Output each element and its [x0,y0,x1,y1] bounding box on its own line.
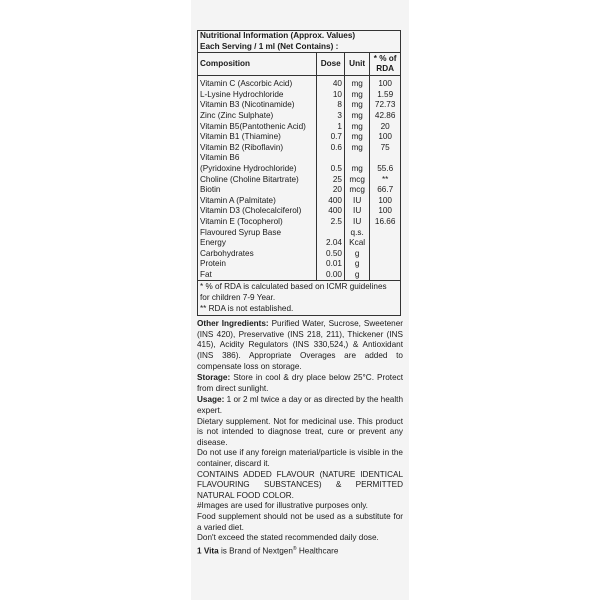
storage [197,373,403,394]
cell-rda [370,259,401,270]
cell-composition: Protein [198,259,317,270]
table-row [198,185,401,196]
col-unit: Unit [344,53,369,76]
cell-rda: 75 [380,142,390,152]
cell-rda: 20 [380,121,390,131]
table-row [198,175,401,186]
statement: CONTAINS ADDED FLAVOUR (NATURE IDENTICAL FLAVOURING SUBSTANCES) & PERMITTED NATURAL FOOD COLOR. [197,469,403,500]
col-rda [370,53,401,76]
cell-unit: g [344,249,369,260]
cell-composition: Choline (Choline Bitartrate) [198,175,317,186]
other-ingredients [197,319,403,372]
table-row [198,90,401,101]
rda-line-1: % of [379,54,397,64]
cell-unit: mg [344,90,369,101]
cell-dose: 20 [317,185,344,196]
cell-unit: q.s. [344,228,369,239]
not-established-footnote: ** RDA is not established. [200,303,294,313]
cell-unit: mg [344,132,369,143]
brand-name: 1 Vita [197,546,219,556]
cell-composition: Fat [198,270,317,281]
nutrition-label [197,30,403,557]
cell-unit: mcg [344,175,369,186]
cell-unit: mg [344,100,369,111]
usage-label: Usage: [197,395,225,405]
cell-dose: 0.50 [317,249,344,260]
cell-dose: 0.6 [317,143,344,154]
cell-rda [370,238,401,249]
cell-rda: 55.6 [377,163,394,173]
table-row [198,206,401,217]
statement: #Images are used for illustrative purposes only. [197,501,368,511]
cell-dose: 40 [317,79,344,90]
rda-footnote: * % of RDA is calculated based on ICMR guidelines for children 7-9 Year. [200,282,387,303]
cell-composition: Vitamin C (Ascorbic Acid) [198,79,317,90]
cell-dose: 2.5 [317,217,344,228]
footnotes [197,281,401,316]
cell-dose: 0.00 [317,270,344,281]
table-header [198,31,401,53]
cell-dose: 25 [317,175,344,186]
cell-rda: 16.66 [374,216,396,226]
table-row [198,217,401,228]
table-row [198,196,401,207]
cell-unit: mg [344,111,369,122]
cell-composition: Zinc (Zinc Sulphate) [198,111,317,122]
cell-rda: 72.73 [374,100,396,110]
cell-composition: Vitamin A (Palmitate) [198,196,317,207]
cell-dose: 0.5 [317,164,344,175]
cell-unit: mg [344,143,369,154]
cell-dose: 0.7 [317,132,344,143]
header-line-2: Each Serving / 1 ml (Net Contains) : [200,41,339,51]
cell-unit: IU [344,206,369,217]
cell-dose: 2.04 [317,238,344,249]
col-dose: Dose [317,53,344,76]
cell-unit: mg [344,79,369,90]
cell-rda: 100 [378,79,392,89]
table-row [198,79,401,90]
table-row [198,249,401,260]
cell-unit: Kcal [344,238,369,249]
cell-composition: Flavoured Syrup Base [198,228,317,239]
cell-dose: 400 [317,206,344,217]
other-ingredients-label: Other Ingredients: [197,319,269,329]
table-row [198,270,401,281]
cell-rda [370,228,401,239]
cell-composition: Vitamin B1 (Thiamine) [198,132,317,143]
cell-rda: 100 [378,206,392,216]
table-body [198,79,401,281]
cell-rda [370,270,401,281]
cell-composition: Vitamin B6 [198,153,317,164]
table-row [198,111,401,122]
cell-rda [370,153,401,164]
table-row [198,228,401,239]
table-row [198,164,401,175]
nutrition-table [197,30,401,281]
cell-unit: IU [344,217,369,228]
statement: Do not use if any foreign material/particle is visible in the container, discard it. [197,448,403,468]
cell-unit: IU [344,196,369,207]
brand-text: is Brand of Nextgen [218,546,293,556]
cell-rda: 100 [378,132,392,142]
storage-text: Store in cool & dry place below 25°C. Protect from direct sunlight. [197,373,403,393]
table-row [198,122,401,133]
header-line-1: Nutritional Information (Approx. Values) [200,31,356,40]
cell-composition: Vitamin D3 (Cholecalciferol) [198,206,317,217]
statement: Don't exceed the stated recommended daily dose. [197,533,379,543]
table-row [198,259,401,270]
cell-unit: g [344,270,369,281]
column-headers [198,53,401,76]
cell-composition: Biotin [198,185,317,196]
cell-dose: 400 [317,196,344,207]
cell-dose: 8 [317,100,344,111]
cell-dose [317,228,344,239]
cell-dose: 3 [317,111,344,122]
table-row [198,238,401,249]
rda-mark: * [373,54,377,64]
cell-rda: 42.86 [374,110,396,120]
cell-rda [370,249,401,260]
cell-unit: g [344,259,369,270]
usage [197,395,403,416]
brand-suffix: Healthcare [296,546,339,556]
statements [197,417,403,544]
table-row [198,143,401,154]
cell-composition: L-Lysine Hydrochloride [198,90,317,101]
cell-unit: mg [344,122,369,133]
cell-unit: mg [344,164,369,175]
brand-line [197,544,403,557]
cell-unit [344,153,369,164]
cell-rda: 100 [378,195,392,205]
cell-rda: 66.7 [377,185,394,195]
cell-dose: 10 [317,90,344,101]
cell-composition: (Pyridoxine Hydrochloride) [198,164,317,175]
registered-mark: ® [292,545,297,552]
cell-dose: 0.01 [317,259,344,270]
cell-composition: Energy [198,238,317,249]
other-ingredients-text: Purified Water, Sucrose, Sweetener (INS 420), Preservative (INS 218, 211), Thickener (INS 415), Acidity Regulators (INS 330,524,) & Antioxidant (INS 386). Appropriate Overages are added to compensate loss on storage. [197,319,403,371]
cell-unit: mcg [344,185,369,196]
table-row [198,153,401,164]
storage-label: Storage: [197,373,231,383]
table-row [198,100,401,111]
cell-rda: ** [381,174,389,184]
cell-composition: Vitamin E (Tocopherol) [198,217,317,228]
cell-composition: Vitamin B5(Pantothenic Acid) [198,122,317,133]
cell-dose [317,153,344,164]
cell-dose: 1 [317,122,344,133]
cell-composition: Carbohydrates [198,249,317,260]
statement: Dietary supplement. Not for medicinal use. This product is not intended to diagnose treat, cure or prevent any disease. [197,416,403,447]
rda-line-2: RDA [376,64,395,74]
statement: Food supplement should not be used as a substitute for a varied diet. [197,511,403,532]
cell-rda: 1.59 [377,89,394,99]
usage-text: 1 or 2 ml twice a day or as directed by the health expert. [197,395,403,415]
cell-composition: Vitamin B3 (Nicotinamide) [198,100,317,111]
cell-composition: Vitamin B2 (Riboflavin) [198,143,317,154]
col-composition: Composition [198,53,317,76]
table-row [198,132,401,143]
